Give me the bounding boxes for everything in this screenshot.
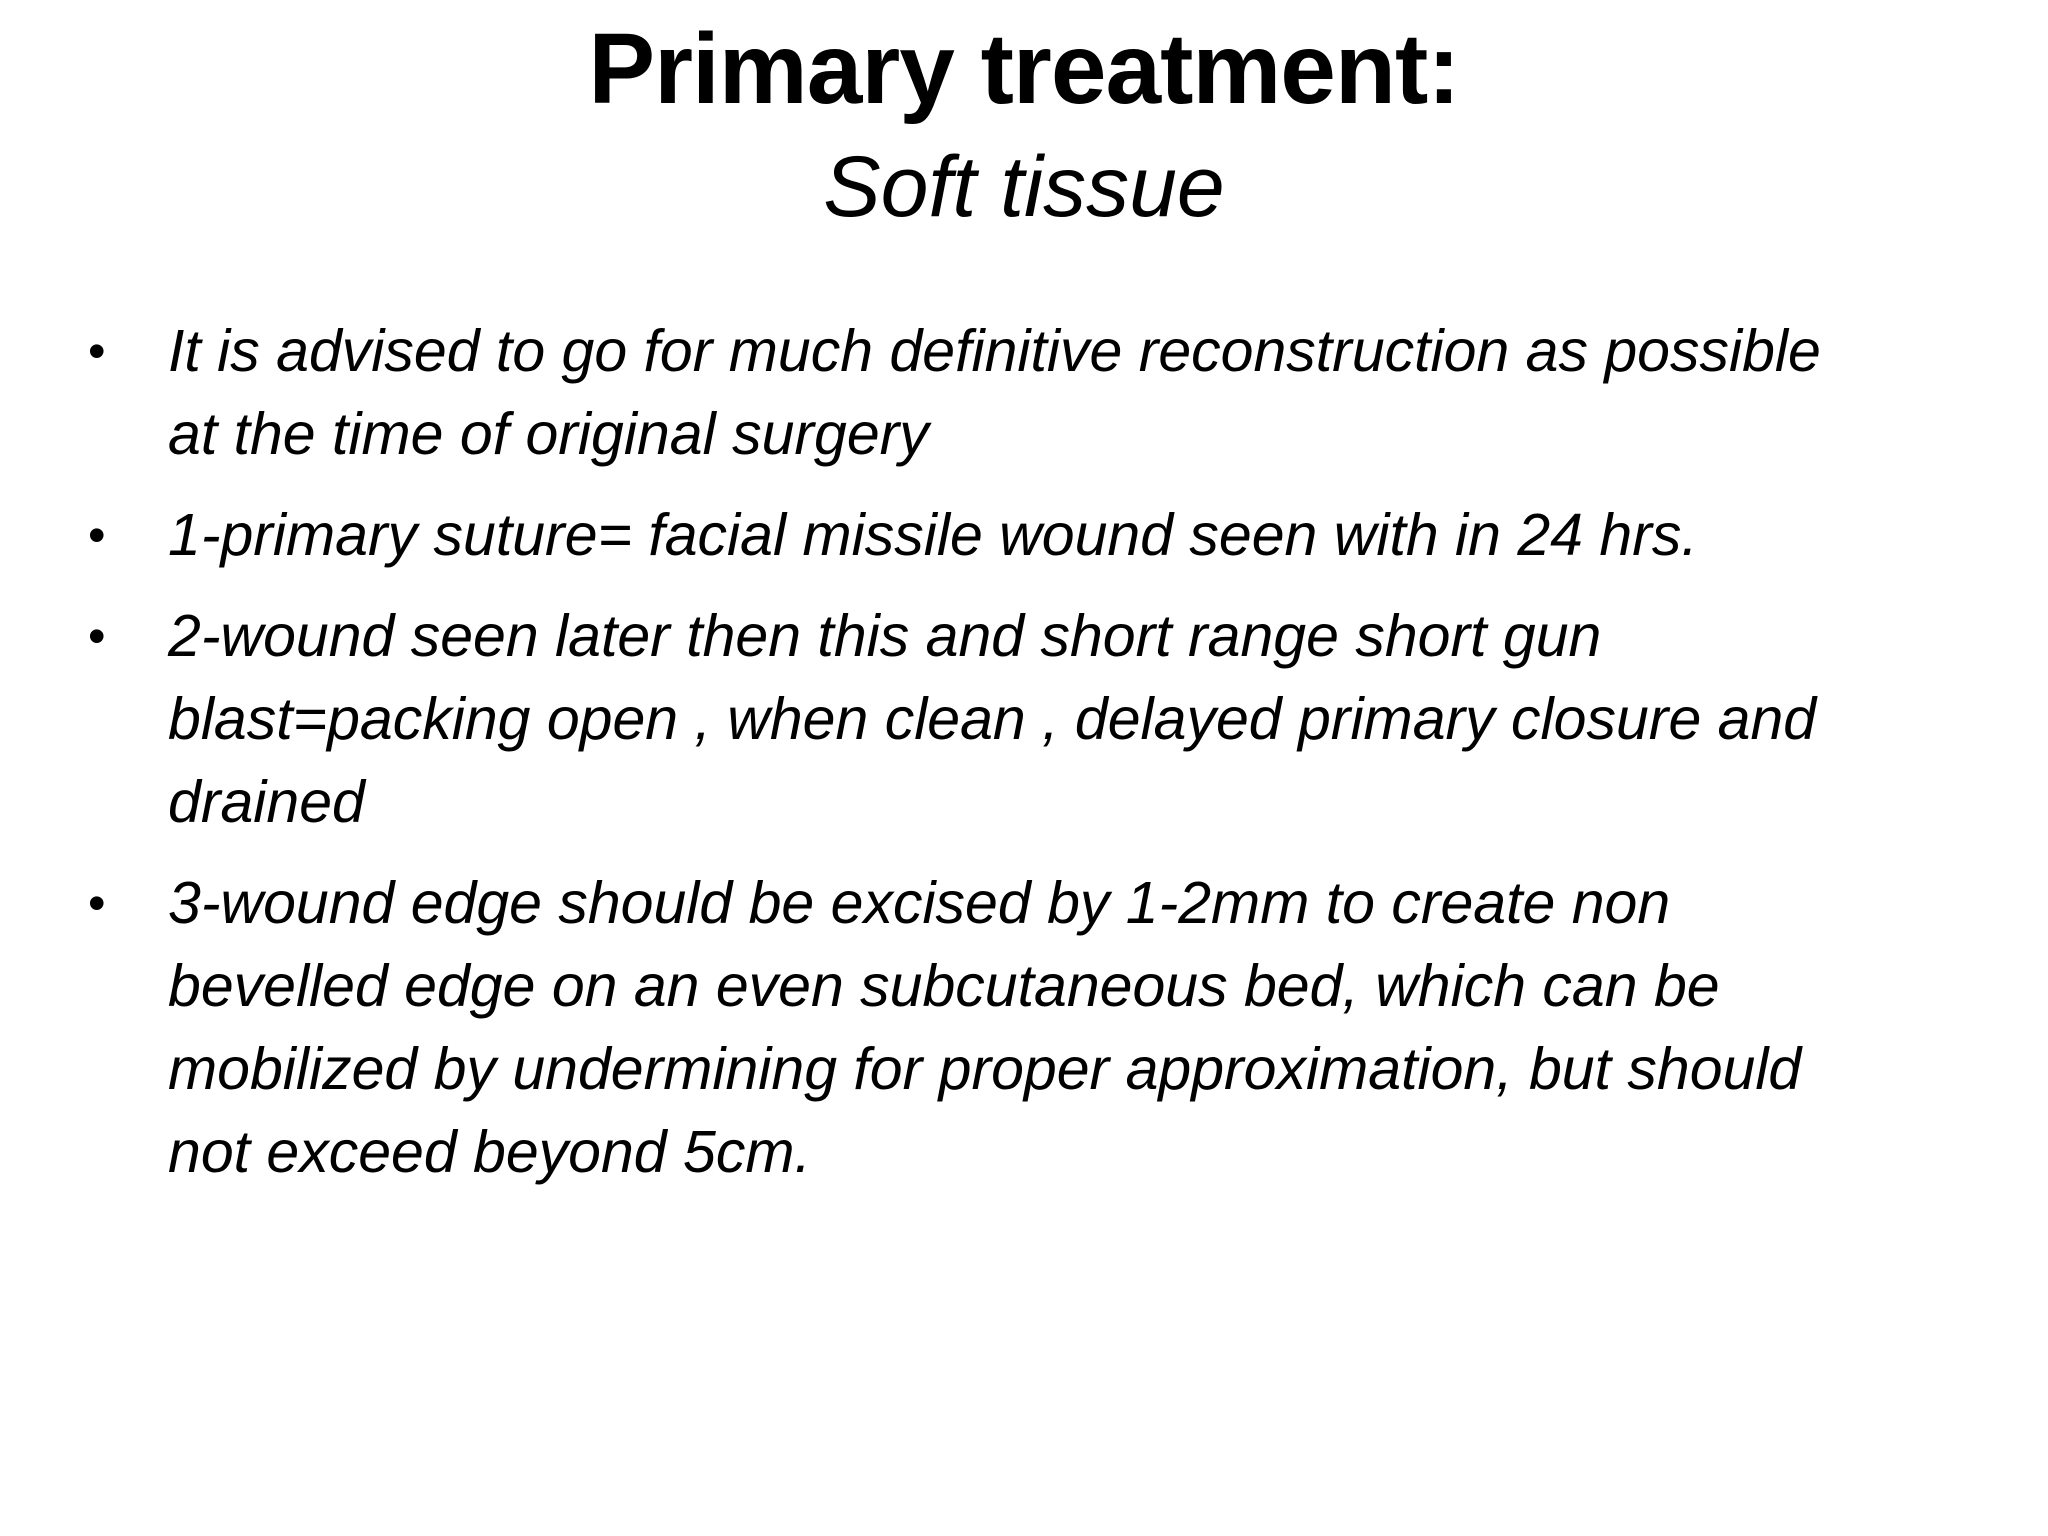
bullet-icon: • [88,608,106,664]
bullet-icon: • [88,875,106,931]
slide-title-block [0,10,2048,246]
bullet-text: 2-wound seen later then this and short range short gun blast=packing open , when clean , delayed primary closure and drained [168,603,1817,835]
bullet-item [84,310,1864,476]
bullet-icon: • [88,507,106,563]
bullet-item [84,494,1864,577]
slide-body [84,310,1864,1212]
slide-subtitle: Soft tissue [823,139,1225,235]
bullet-text: It is advised to go for much definitive reconstruction as possible at the time of original surgery [168,318,1821,467]
bullet-icon: • [88,323,106,379]
bullet-item [84,595,1864,844]
bullet-text: 3-wound edge should be excised by 1-2mm to create non bevelled edge on an even subcutaneous bed, which can be mobilized by undermining for proper approximation, but should not exceed beyond 5cm. [168,870,1802,1185]
slide-title: Primary treatment: [588,13,1460,125]
bullet-text: 1-primary suture= facial missile wound seen with in 24 hrs. [168,502,1698,568]
bullet-list [84,310,1864,1194]
bullet-item [84,862,1864,1194]
